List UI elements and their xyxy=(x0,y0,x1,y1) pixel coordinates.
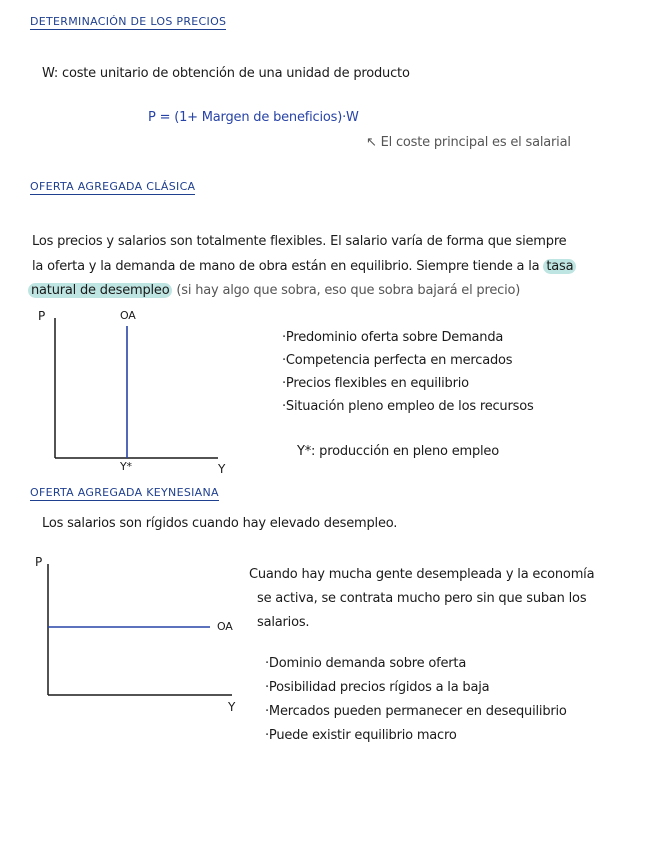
classical-oa-label: OA xyxy=(120,309,136,322)
section-title-determinacion: DETERMINACIÓN DE LOS PRECIOS xyxy=(30,15,227,28)
classical-bullet: ·Competencia perfecta en mercados xyxy=(282,353,513,368)
clasica-paragraph-tail: (si hay algo que sobra, eso que sobra bajará el precio) xyxy=(176,283,521,298)
classical-bullet: ·Predominio oferta sobre Demanda xyxy=(282,330,504,345)
y-star-note: Y*: producción en pleno empleo xyxy=(297,444,499,459)
keynesian-bullet: ·Puede existir equilibrio macro xyxy=(265,728,457,743)
keynesiana-paragraph-line: salarios. xyxy=(257,615,310,630)
price-formula: P = (1+ Margen de beneficios)·W xyxy=(148,110,359,125)
section-title-clasica: OFERTA AGREGADA CLÁSICA xyxy=(30,180,196,193)
keynesiana-intro: Los salarios son rígidos cuando hay elevado desempleo. xyxy=(42,516,398,531)
annotation-arrow-icon: ↖ xyxy=(366,135,381,150)
keynesian-bullet: ·Posibilidad precios rígidos a la baja xyxy=(265,680,490,695)
classical-y-label: P xyxy=(38,309,46,323)
keynesiana-paragraph-line: Cuando hay mucha gente desempleada y la economía xyxy=(249,567,595,582)
classical-x-label: Y xyxy=(218,462,226,476)
classical-x-tick: Y* xyxy=(120,460,132,473)
highlight-tasa: tasa xyxy=(543,259,576,274)
keynesian-bullets xyxy=(265,652,567,748)
section-title-keynesiana: OFERTA AGREGADA KEYNESIANA xyxy=(30,486,219,499)
keynesian-y-label: P xyxy=(35,555,43,569)
clasica-paragraph-line1: Los precios y salarios son totalmente flexibles. El salario varía de forma que siempre xyxy=(32,234,567,249)
classical-bullet: ·Precios flexibles en equilibrio xyxy=(282,376,469,391)
keynesian-bullet: ·Mercados pueden permanecer en desequilibrio xyxy=(265,704,567,719)
keynesiana-paragraph-line: se activa, se contrata mucho pero sin que suban los xyxy=(257,591,587,606)
classical-bullet: ·Situación pleno empleo de los recursos xyxy=(282,399,534,414)
annotation-text: El coste principal es el salarial xyxy=(380,135,571,150)
highlight-natural-desempleo: natural de desempleo xyxy=(28,283,172,298)
keynesian-x-label: Y xyxy=(228,700,236,714)
clasica-line2-text: la oferta y la demanda de mano de obra están en equilibrio. Siempre tiende a la xyxy=(32,259,540,274)
keynesian-oa-label: OA xyxy=(217,620,233,633)
keynesian-bullet: ·Dominio demanda sobre oferta xyxy=(265,656,467,671)
keynesiana-paragraph xyxy=(249,563,594,635)
w-definition: W: coste unitario de obtención de una unidad de producto xyxy=(42,66,410,81)
